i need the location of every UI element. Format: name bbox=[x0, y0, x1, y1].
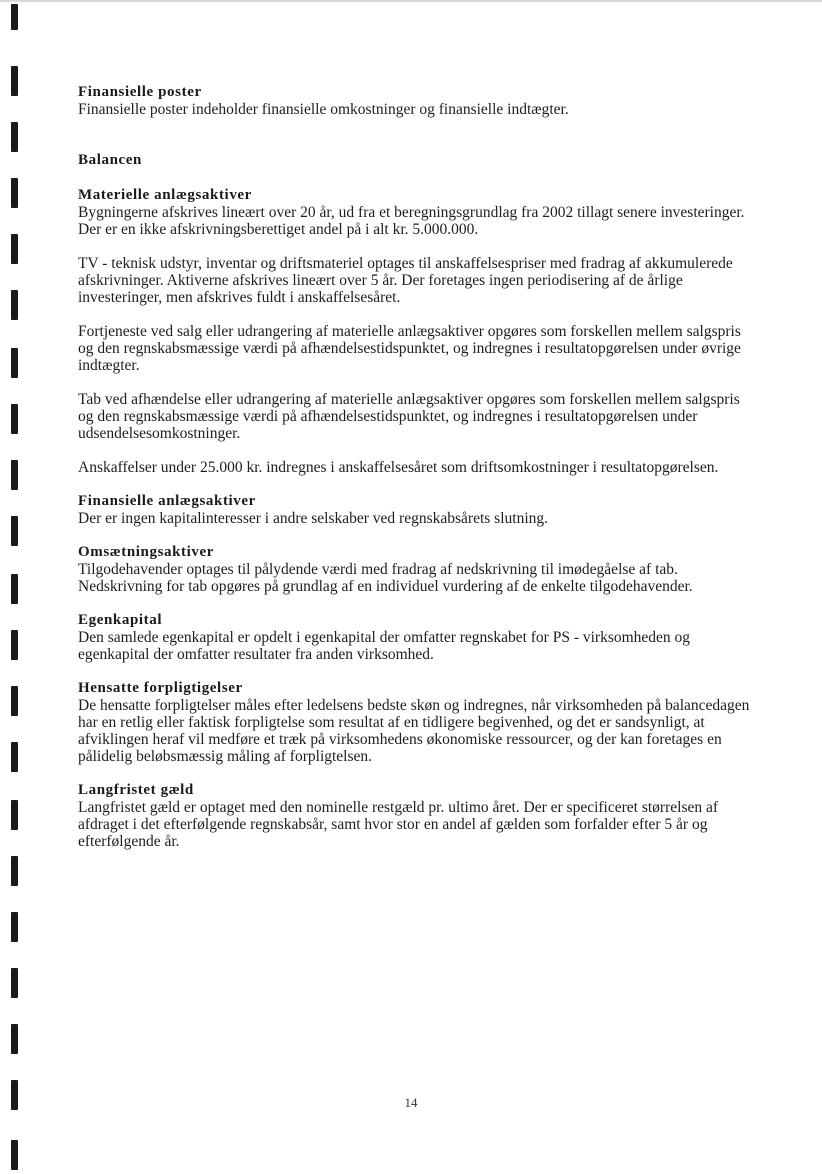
section-heading: Balancen bbox=[78, 152, 142, 168]
page-top-edge bbox=[0, 0, 822, 2]
section-balance bbox=[78, 152, 758, 169]
binding-mark bbox=[11, 460, 18, 490]
binding-mark bbox=[11, 1140, 18, 1170]
section-paragraph: Finansielle poster indeholder finansielle omkostninger og finansielle indtægter. bbox=[78, 101, 569, 118]
section-paragraph: Anskaffelser under 25.000 kr. indregnes i anskaffelsesåret som driftsomkostninger i resultatopgørelsen. bbox=[78, 459, 719, 476]
binding-mark bbox=[11, 968, 18, 998]
section-paragraph: Der er ingen kapitalinteresser i andre selskaber ved regnskabsårets slutning. bbox=[78, 510, 549, 527]
section-heading: Finansielle poster bbox=[78, 84, 202, 100]
section-paragraph: Bygningerne afskrives lineært over 20 år, ud fra et beregningsgrundlag fra 2002 tillagt senere investeringer. Der er en ikke afskrivningsberettiget andel på i alt kr. 5.000.000. bbox=[78, 204, 745, 238]
binding-mark bbox=[11, 4, 18, 30]
section-heading: Langfristet gæld bbox=[78, 782, 194, 798]
binding-mark bbox=[11, 178, 18, 208]
section-heading: Finansielle anlægsaktiver bbox=[78, 493, 256, 509]
section-paragraph: Fortjeneste ved salg eller udrangering af materielle anlægsaktiver opgøres som forskellen mellem salgspris og den regnskabsmæssige værdi på afhændelsestidspunktet, og indregnes i resultatopgørelsen under øvrige indtægter. bbox=[78, 323, 741, 374]
binding-mark bbox=[11, 122, 18, 152]
binding-holes-strip bbox=[0, 0, 30, 1174]
binding-mark bbox=[11, 574, 18, 604]
binding-mark bbox=[11, 742, 18, 772]
binding-mark bbox=[11, 856, 18, 886]
binding-mark bbox=[11, 630, 18, 660]
section-paragraph: Den samlede egenkapital er opdelt i egenkapital der omfatter regnskabet for PS - virksomheden og egenkapital der omfatter resultater fra anden virksomhed. bbox=[78, 629, 691, 663]
binding-mark bbox=[11, 234, 18, 264]
section-paragraph: TV - teknisk udstyr, inventar og driftsmateriel optages til anskaffelsespriser med fradrag af akkumulerede afskrivninger. Aktiverne afskrives lineært over 5 år. Der foretages ingen periodisering af de årlige investeringer, men afskrives fuldt i anskaffelsesåret. bbox=[78, 255, 733, 306]
document-body bbox=[78, 84, 758, 850]
section-current-assets bbox=[78, 544, 758, 595]
binding-mark bbox=[11, 348, 18, 378]
section-financial-assets bbox=[78, 493, 758, 527]
section-tangible-assets bbox=[78, 187, 758, 476]
section-equity bbox=[78, 612, 758, 663]
section-provisions bbox=[78, 680, 758, 765]
section-paragraph: Tilgodehavender optages til pålydende værdi med fradrag af nedskrivning til imødegåelse af tab. Nedskrivning for tab opgøres på grundlag af en individuel vurdering af de enkelte tilgodehavender. bbox=[78, 561, 693, 595]
page-number: 14 bbox=[404, 1095, 418, 1110]
section-paragraph: De hensatte forpligtelser måles efter ledelsens bedste skøn og indregnes, når virksomheden på balancedagen har en retlig eller faktisk forpligtelse som resultat af en tidligere begivenhed, og det er sandsynligt, at afviklingen heraf vil medføre et træk på virksomhedens økonomiske ressourcer, og der kan foretages en pålidelig beløbsmæssig måling af forpligtelsen. bbox=[78, 697, 750, 765]
section-paragraph: Tab ved afhændelse eller udrangering af materielle anlægsaktiver opgøres som forskellen mellem salgspris og den regnskabsmæssige værdi på afhændelsestidspunktet, og indregnes i resultatopgørelsen under udsendelsesomkostninger. bbox=[78, 391, 740, 442]
binding-mark bbox=[11, 404, 18, 434]
section-paragraph: Langfristet gæld er optaget med den nominelle restgæld pr. ultimo året. Der er specificeret størrelsen af afdraget i det efterfølgende regnskabsår, samt hvor stor en andel af gælden som forfalder efter 5 år og efterfølgende år. bbox=[78, 799, 719, 850]
section-heading: Omsætningsaktiver bbox=[78, 544, 215, 560]
binding-mark bbox=[11, 912, 18, 942]
binding-mark bbox=[11, 686, 18, 716]
binding-mark bbox=[11, 516, 18, 546]
binding-mark bbox=[11, 290, 18, 320]
section-heading: Materielle anlægsaktiver bbox=[78, 187, 252, 203]
section-heading: Egenkapital bbox=[78, 612, 163, 628]
section-long-term-debt bbox=[78, 782, 758, 850]
binding-mark bbox=[11, 1024, 18, 1054]
section-heading: Hensatte forpligtigelser bbox=[78, 680, 243, 696]
section-financial-items bbox=[78, 84, 758, 118]
binding-mark bbox=[11, 66, 18, 96]
binding-mark bbox=[11, 800, 18, 830]
